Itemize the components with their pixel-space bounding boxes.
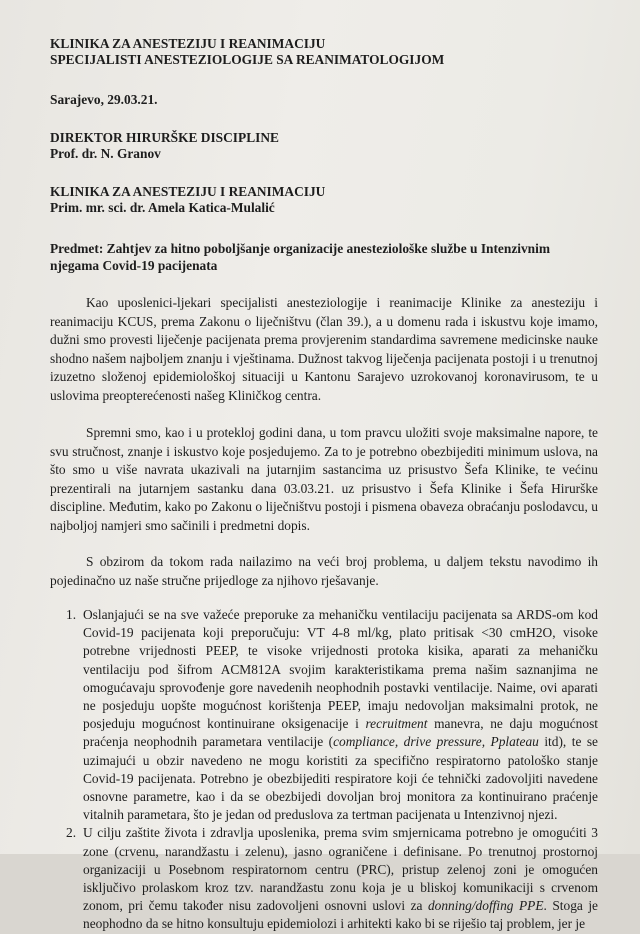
list-item-text: manevra, ne daju mogućnost praćenja neophodnih parametara ventilacije ( <box>83 716 598 750</box>
letterhead <box>50 36 598 68</box>
list-item-text: . Stoga je neophodno da se hitno konsultuju epidemiolozi i arhitekti kako bi se riješio taj problem, jer je <box>83 898 598 932</box>
paragraph-intro: Kao uposlenici-ljekari specijalisti anesteziologije i reanimacije Klinike za anesteziju i reanimaciju KCUS, prema Zakonu o liječništvu (član 39.), a u domenu rada i iskustvu koje imamo, dužni smo provesti liječenje pacijenata prema provjerenim standardima savremene medicinske nauke shodno našem najboljem znanju i vještinama. Dužnost takvog liječenja pacijenata postoji i u trenutnoj izuzetno složenoj epidemiološkoj situaciji u Kantonu Sarajevo uzrokovanoj koronavirusom, te u uslovima preopterećenosti našeg Kliničkog centra. <box>50 295 598 403</box>
list-item-number: 2. <box>66 825 77 841</box>
recipient-2-name: Prim. mr. sci. dr. Amela Katica-Mulalić <box>50 200 275 215</box>
recipient-1-title: DIREKTOR HIRURŠKE DISCIPLINE <box>50 130 279 145</box>
list-item-text: Oslanjajući se na sve važeće preporuke za mehaničku ventilaciju pacijenata sa ARDS-om kod Covid-19 pacijenata koji preporučuju: VT 4-8 ml/kg, plato pritisak <30 cmH2O, visoke potrebne vrijednosti PEEP, te visoke vrijednosti protoka kisika, aparati za mehaničku ventilaciju pod šifrom ACM812A svojim karakteristikama prema našim saznanjima ne omogućavaju sprovođenje gore navedenih neophodnih postavki ventilacije. Naime, ovi aparati ne posjeduju uopšte mogućnost korištenja PEEP, imaju nedovoljan maksimalni protok, ne posjeduju mogućnost kontinuirane oksigenacije i <box>83 607 598 732</box>
paragraph-problems: S obzirom da tokom rada nailazimo na veći broj problema, u daljem tekstu navodimo ih pojedinačno uz naše stručne prijedloge za njihovo rješavanje. <box>50 554 598 588</box>
recipient-1-name: Prof. dr. N. Granov <box>50 146 161 161</box>
problem-list <box>50 606 598 934</box>
document-date: Sarajevo, 29.03.21. <box>50 92 158 107</box>
subject-line: Predmet: Zahtjev za hitno poboljšanje organizacije anesteziološke službe u Intenzivnim njegama Covid-19 pacijenata <box>50 241 551 273</box>
list-item-text: U cilju zaštite života i zdravlja uposlenika, prema svim smjernicama potrebno je omogućiti 3 zone (crvenu, narandžastu i zelenu), jasno ograničene i definisane. Po trenutnoj prostornoj organizaciji u Posebnom respiratornom centru (PRC), pristup zelenoj zoni je omogućen isključivo prolaskom kroz tzv. narandžastu zonu koja je u bliskoj komunikaciji s crvenom zonom, pri čemu također nisu zadovoljeni osnovni uslovi za <box>83 825 598 914</box>
paragraph-readiness: Spremni smo, kao i u protekloj godini dana, u tom pravcu uložiti svoje maksimalne napore, te svu stručnost, znanje i iskustvo koje posjedujemo. Za to je potrebno obezbijediti minimum uslova, na što smo u više navrata ukazivali na jutarnjim sastancima uz prisustvo Šefa Klinike, te većinu prezentirali na jutarnjem sastanku dana 03.03.21. uz prisustvo i Šefa Klinike i Šefa Hirurške discipline. Međutim, kako po Zakonu o liječništvu postoji i pismena obaveza obraćanju poslodavcu, u najboljoj namjeri smo sačinili i predmetni dopis. <box>50 425 598 533</box>
recipient-2-title: KLINIKA ZA ANESTEZIJU I REANIMACIJU <box>50 184 326 199</box>
letterhead-line-1: KLINIKA ZA ANESTEZIJU I REANIMACIJU <box>50 36 326 51</box>
list-item-text: itd), te se uzimajući u obzir navedeno ne mogu koristiti za specifično respiratorno patološko stanje Covid-19 pacijenata. Potrebno je obezbijediti respiratore koji će tehnički zadovoljiti navedene osnovne parametre, kao i da se obezbijedi dovoljan broj monitora za kontinuirano praćenje vitalnih parametara, što je jedan od preduslova za tertman pacijenata u Intenzivnoj njezi. <box>83 734 599 823</box>
letterhead-line-2: SPECIJALISTI ANESTEZIOLOGIJE SA REANIMATOLOGIJOM <box>50 52 445 67</box>
list-item-italic-term: recruitment <box>365 716 428 732</box>
list-item-italic-term: compliance, drive pressure, Pplateau <box>333 734 539 750</box>
list-item <box>50 606 598 824</box>
list-item-number: 1. <box>66 607 77 622</box>
list-item <box>50 824 598 933</box>
recipient-2 <box>50 184 598 216</box>
list-item-italic-term: donning/doffing PPE <box>427 898 544 914</box>
recipient-1 <box>50 130 598 162</box>
